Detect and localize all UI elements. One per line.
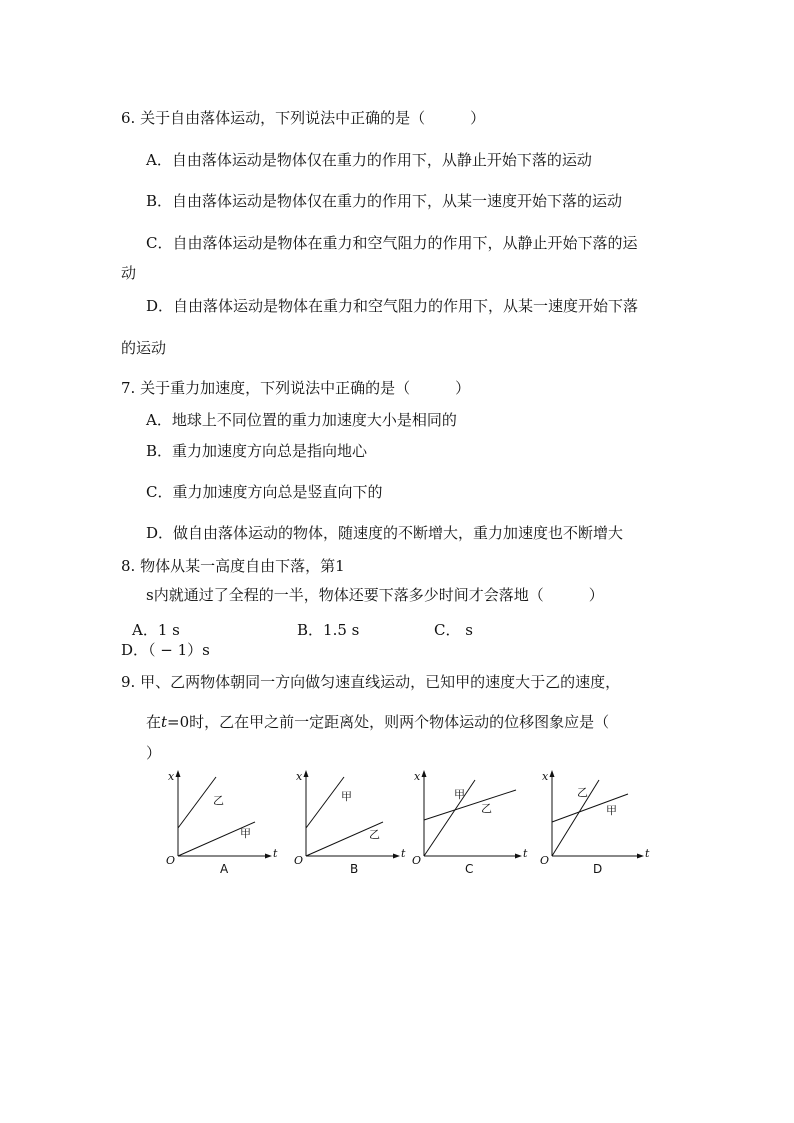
q7-option-a[interactable]: A．地球上不同位置的重力加速度大小是相同的 [146,411,457,429]
graph-d-svg [536,766,676,886]
graph-a-label-yi: 乙 [213,794,224,807]
graph-c-line-yi [424,790,516,820]
graph-a-t-arrow [265,854,272,859]
graph-a-origin: O [166,854,176,867]
q8-option-a[interactable]: A．1 s [132,621,180,639]
graph-a-x-arrow [176,770,181,777]
graph-d-t-label: t [645,847,650,860]
q7-option-c[interactable]: C．重力加速度方向总是竖直向下的 [146,483,383,501]
q9-stem-line1: 9. 甲、乙两物体朝同一方向做匀速直线运动，已知甲的速度大于乙的速度， [121,673,621,691]
graph-d-label-jia: 甲 [606,804,617,817]
graph-d-origin: O [540,854,550,867]
q9-stem-pre: 在 [146,713,162,731]
graph-b-origin: O [294,854,304,867]
graph-c-caption: C [465,862,474,876]
q6-option-a[interactable]: A．自由落体运动是物体仅在重力的作用下，从静止开始下落的运动 [146,151,592,169]
q8-option-b[interactable]: B．1.5 s [297,621,360,639]
graph-a-t-label: t [273,847,278,860]
graph-c-label-yi: 乙 [481,802,492,815]
graph-a[interactable] [162,766,302,886]
graph-d-t-arrow [637,854,644,859]
graph-a-svg [162,766,302,886]
graph-b-caption: B [350,862,359,876]
graph-c-x-label: x [414,770,421,783]
q6-option-d-line2: 的运动 [121,339,167,357]
graph-a-x-label: x [168,770,175,783]
graph-b-line-jia [306,777,344,828]
q8-stem-line2: s内就通过了全程的一半，物体还要下落多少时间才会落地（ ） [146,586,604,604]
q8-option-c[interactable]: C． s [434,621,473,639]
graph-b-label-jia: 甲 [341,790,352,803]
q6-option-d-line1[interactable]: D．自由落体运动是物体在重力和空气阻力的作用下，从某一速度开始下落 [146,297,639,315]
graph-c[interactable] [408,766,548,886]
graph-d-label-yi: 乙 [577,786,588,799]
graph-b-label-yi: 乙 [369,828,380,841]
q6-option-b[interactable]: B．自由落体运动是物体仅在重力的作用下，从某一速度开始下落的运动 [146,192,623,210]
graph-a-caption: A [220,862,229,876]
q6-option-c-line2: 动 [121,264,137,282]
graph-b-x-label: x [296,770,303,783]
q9-stem-var: t [161,713,168,731]
graph-d-line-jia [552,780,599,856]
q7-stem: 7. 关于重力加速度，下列说法中正确的是（ ） [121,379,471,397]
graph-a-label-jia: 甲 [240,827,251,840]
graph-c-svg [408,766,548,886]
graph-c-t-label: t [523,847,528,860]
q8-stem-line1: 8. 物体从某一高度自由下落，第1 [121,557,345,575]
graph-c-x-arrow [422,770,427,777]
q6-option-c-line1[interactable]: C．自由落体运动是物体在重力和空气阻力的作用下，从静止开始下落的运 [146,234,638,252]
graph-a-line-yi [178,777,216,828]
graph-d-caption: D [593,862,603,876]
q7-option-b[interactable]: B．重力加速度方向总是指向地心 [146,442,368,460]
graph-c-t-arrow [515,854,522,859]
q9-stem-post: =0时，乙在甲之前一定距离处，则两个物体运动的位移图象应是（ [167,713,610,731]
graph-b-t-label: t [401,847,406,860]
graph-d-x-label: x [542,770,549,783]
graph-d[interactable] [536,766,676,886]
q9-stem-line3: ） [146,744,162,762]
q6-stem: 6. 关于自由落体运动，下列说法中正确的是（ ） [121,109,486,127]
graph-b-x-arrow [304,770,309,777]
graph-b-t-arrow [393,854,400,859]
graph-d-x-arrow [550,770,555,777]
q7-option-d[interactable]: D．做自由落体运动的物体，随速度的不断增大，重力加速度也不断增大 [146,524,624,542]
graph-c-label-jia: 甲 [454,788,465,801]
q8-option-d[interactable]: D．（ − 1）s [121,641,210,659]
q9-stem-line2 [146,712,609,732]
graph-c-origin: O [412,854,422,867]
